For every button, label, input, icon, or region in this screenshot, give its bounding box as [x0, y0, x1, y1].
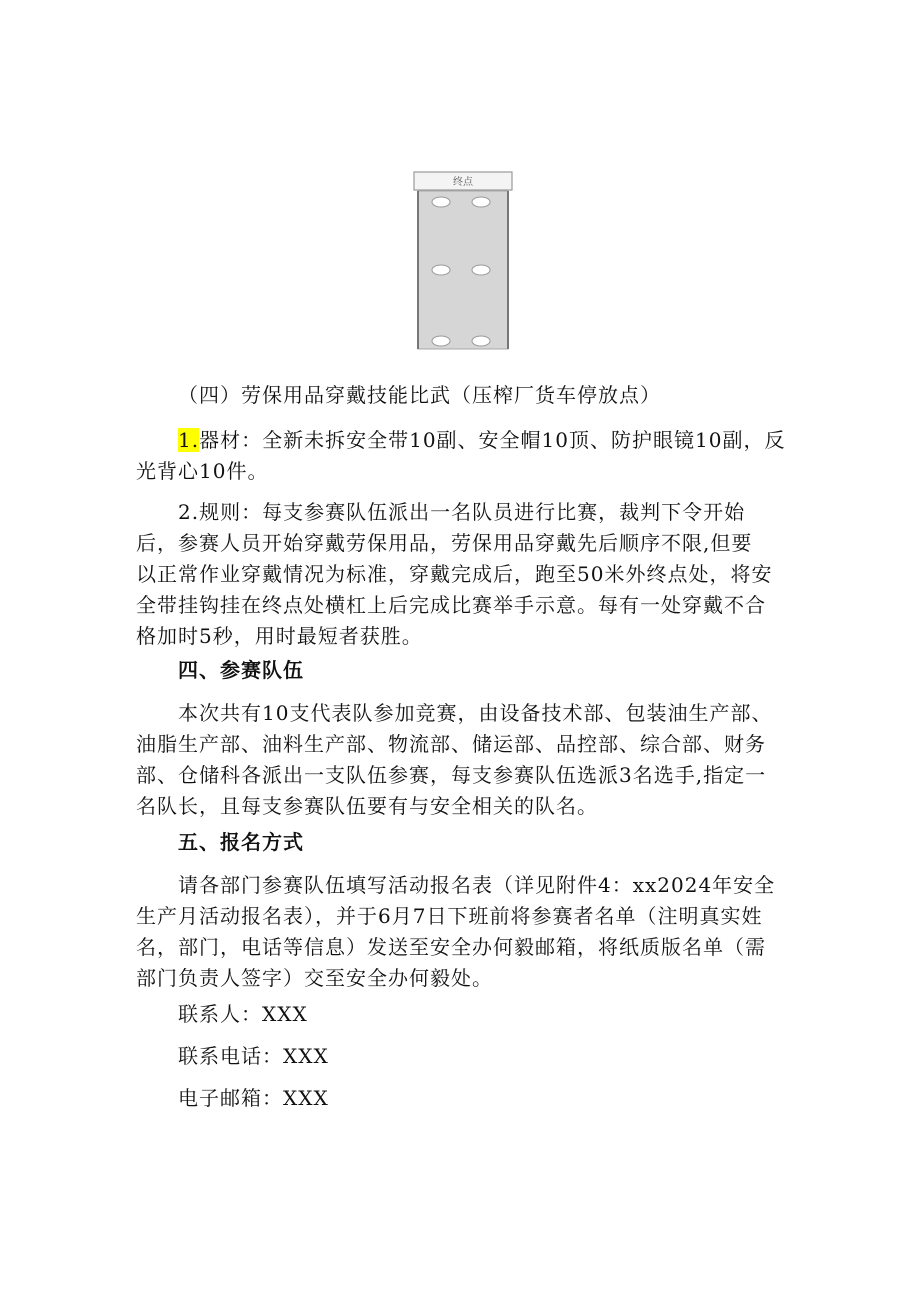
- contact-email: 电子邮箱：XXX: [178, 1086, 329, 1110]
- section-heading-signup: 五、报名方式: [178, 830, 304, 854]
- rules-line: 格加时5秒，用时最短者获胜。: [136, 624, 423, 648]
- teams-line: 本次共有10支代表队参加竞赛，由设备技术部、包装油生产部、: [178, 701, 773, 725]
- signup-line: 部门负责人签字）交至安全办何毅处。: [136, 966, 493, 990]
- signup-paragraph: [136, 870, 786, 994]
- equipment-line-2: 光背心10件。: [136, 459, 269, 483]
- finish-label: 终点: [453, 177, 473, 188]
- contact-phone: 联系电话：XXX: [178, 1044, 329, 1068]
- teams-line: 部、仓储科各派出一支队伍参赛，每支参赛队伍选派3名选手,指定一: [136, 763, 767, 787]
- highlighted-number: 1.: [178, 428, 200, 452]
- equipment-line-1: 1.器材：全新未拆安全带10副、安全帽10顶、防护眼镜10副，反: [178, 428, 786, 452]
- rules-line: 以正常作业穿戴情况为标准，穿戴完成后，跑至50米外终点处，将安: [136, 562, 773, 586]
- rules-line: 后，参赛人员开始穿戴劳保用品，劳保用品穿戴先后顺序不限,但要: [136, 531, 753, 555]
- rules-line: 2.规则：每支参赛队伍派出一名队员进行比赛，裁判下令开始: [178, 500, 746, 524]
- finish-area-diagram: [413, 171, 513, 351]
- marker-cone: [472, 336, 490, 346]
- signup-line: 名，部门，电话等信息）发送至安全办何毅邮箱，将纸质版名单（需: [136, 935, 766, 959]
- equipment-paragraph: [136, 425, 786, 487]
- teams-line: 名队长，且每支参赛队伍要有与安全相关的队名。: [136, 794, 598, 818]
- marker-cone: [432, 197, 450, 207]
- rules-paragraph: [136, 497, 786, 652]
- marker-cone: [472, 197, 490, 207]
- section-heading-teams: 四、参赛队伍: [178, 658, 304, 682]
- signup-line: 请各部门参赛队伍填写活动报名表（详见附件4：xx2024年安全: [178, 873, 776, 897]
- finish-area-svg: [413, 171, 513, 351]
- contact-person: 联系人：XXX: [178, 1002, 308, 1026]
- teams-line: 油脂生产部、油料生产部、物流部、储运部、品控部、综合部、财务: [136, 732, 766, 756]
- marker-cone: [432, 265, 450, 275]
- signup-line: 生产月活动报名表），并于6月7日下班前将参赛者名单（注明真实姓: [136, 904, 763, 928]
- rules-line: 全带挂钩挂在终点处横杠上后完成比赛举手示意。每有一处穿戴不合: [136, 593, 766, 617]
- marker-cone: [472, 265, 490, 275]
- subsection-title: （四）劳保用品穿戴技能比武（压榨厂货车停放点）: [178, 383, 661, 407]
- teams-paragraph: [136, 698, 786, 822]
- marker-cone: [432, 336, 450, 346]
